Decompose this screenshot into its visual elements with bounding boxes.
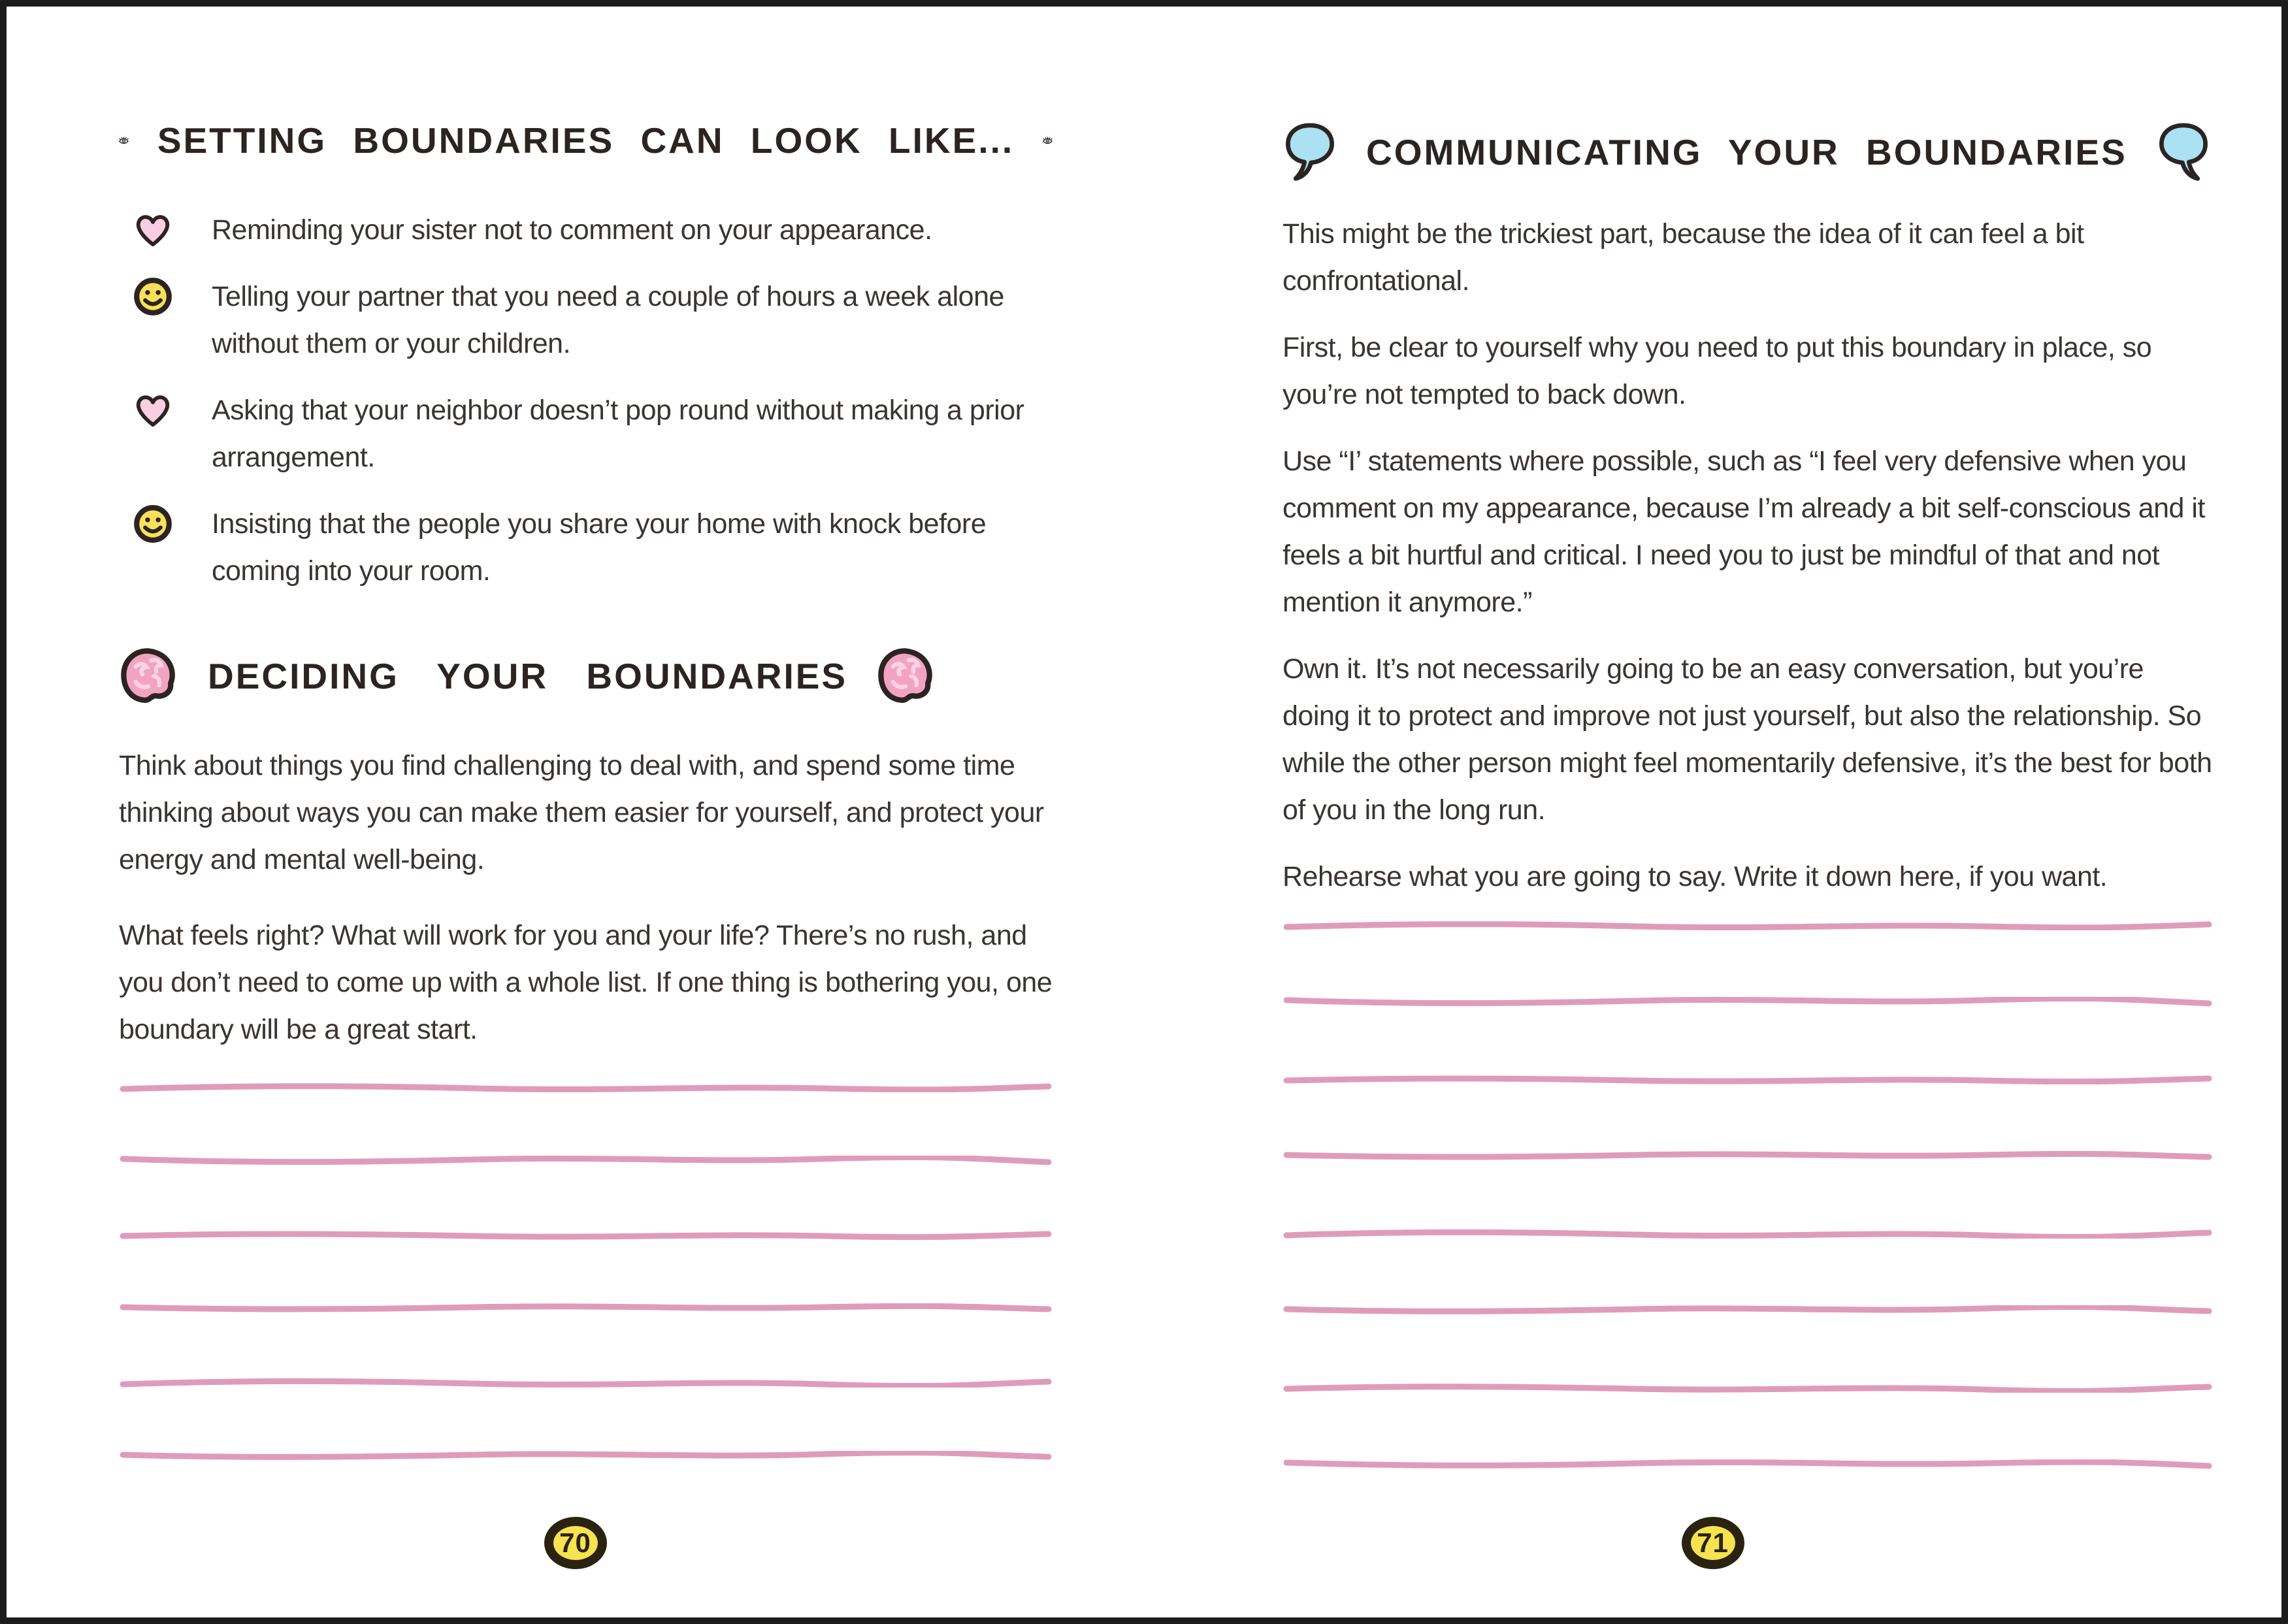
list-item	[119, 273, 1053, 367]
page-number: 70	[559, 1527, 591, 1558]
page-number-badge	[544, 1517, 607, 1569]
list-item-text: Asking that your neighbor doesn’t pop round without making a prior arrangement.	[212, 395, 1024, 473]
writing-lines	[1283, 920, 2213, 1470]
left-subheader	[119, 640, 1053, 712]
paragraph: First, be clear to yourself why you need to put this boundary in place, so you’re not tempted to back down.	[1283, 332, 2152, 410]
right-page	[1144, 7, 2281, 1617]
heart-icon	[119, 206, 187, 247]
boundary-examples-list	[119, 206, 1053, 594]
heart-icon	[119, 387, 187, 427]
list-item-text: Reminding your sister not to comment on your appearance.	[212, 214, 932, 246]
list-item-text: Insisting that the people you share your home with knock before coming into your room.	[212, 508, 987, 587]
eye-icon	[1043, 118, 1053, 163]
section-title: DECIDING YOUR BOUNDARIES	[208, 656, 848, 696]
brain-icon	[119, 647, 179, 706]
list-item-text: Telling your partner that you need a couple of hours a week alone without them or your children.	[212, 281, 1004, 359]
left-page	[7, 7, 1144, 1617]
paragraph: Think about things you find challenging to deal with, and spend some time thinking about ways you can make them easier for yourself, and protect your energy and mental well-being.	[119, 750, 1044, 875]
page-number-badge	[1682, 1517, 1744, 1569]
paragraph: Rehearse what you are going to say. Write it down here, if you want.	[1283, 861, 2108, 892]
smiley-icon	[119, 500, 187, 544]
paragraph: What feels right? What will work for you and your life? There’s no rush, and you don’t need to come up with a whole list. If one thing is bothering you, one boundary will be a great start.	[119, 920, 1053, 1045]
page-title: SETTING BOUNDARIES CAN LOOK LIKE...	[157, 120, 1015, 161]
smiley-icon	[119, 273, 187, 317]
right-header	[1283, 116, 2213, 188]
brain-icon	[876, 647, 936, 706]
speech-bubble-icon	[1283, 120, 1337, 185]
list-item	[119, 387, 1053, 481]
paragraph: Own it. It’s not necessarily going to be an easy conversation, but you’re doing it to protect and improve not just yourself, but also the relationship. So while the other person might feel momentarily defensive, it’s the best for both of you in the long run.	[1283, 653, 2212, 826]
eye-icon	[119, 118, 129, 163]
left-header	[119, 105, 1053, 176]
page-title: COMMUNICATING YOUR BOUNDARIES	[1366, 132, 2127, 172]
list-item	[119, 206, 1053, 253]
page-number: 71	[1697, 1527, 1729, 1558]
paragraph: This might be the trickiest part, because the idea of it can feel a bit confrontational.	[1283, 218, 2084, 297]
writing-lines	[119, 1082, 1053, 1461]
paragraph: Use “I’ statements where possible, such as “I feel very defensive when you comment on my appearance, because I’m already a bit self-conscious and it feels a bit hurtful and critical. I need you to just be mindful of that and not mention it anymore.”	[1283, 446, 2205, 618]
list-item	[119, 500, 1053, 594]
speech-bubble-icon	[2156, 120, 2211, 185]
